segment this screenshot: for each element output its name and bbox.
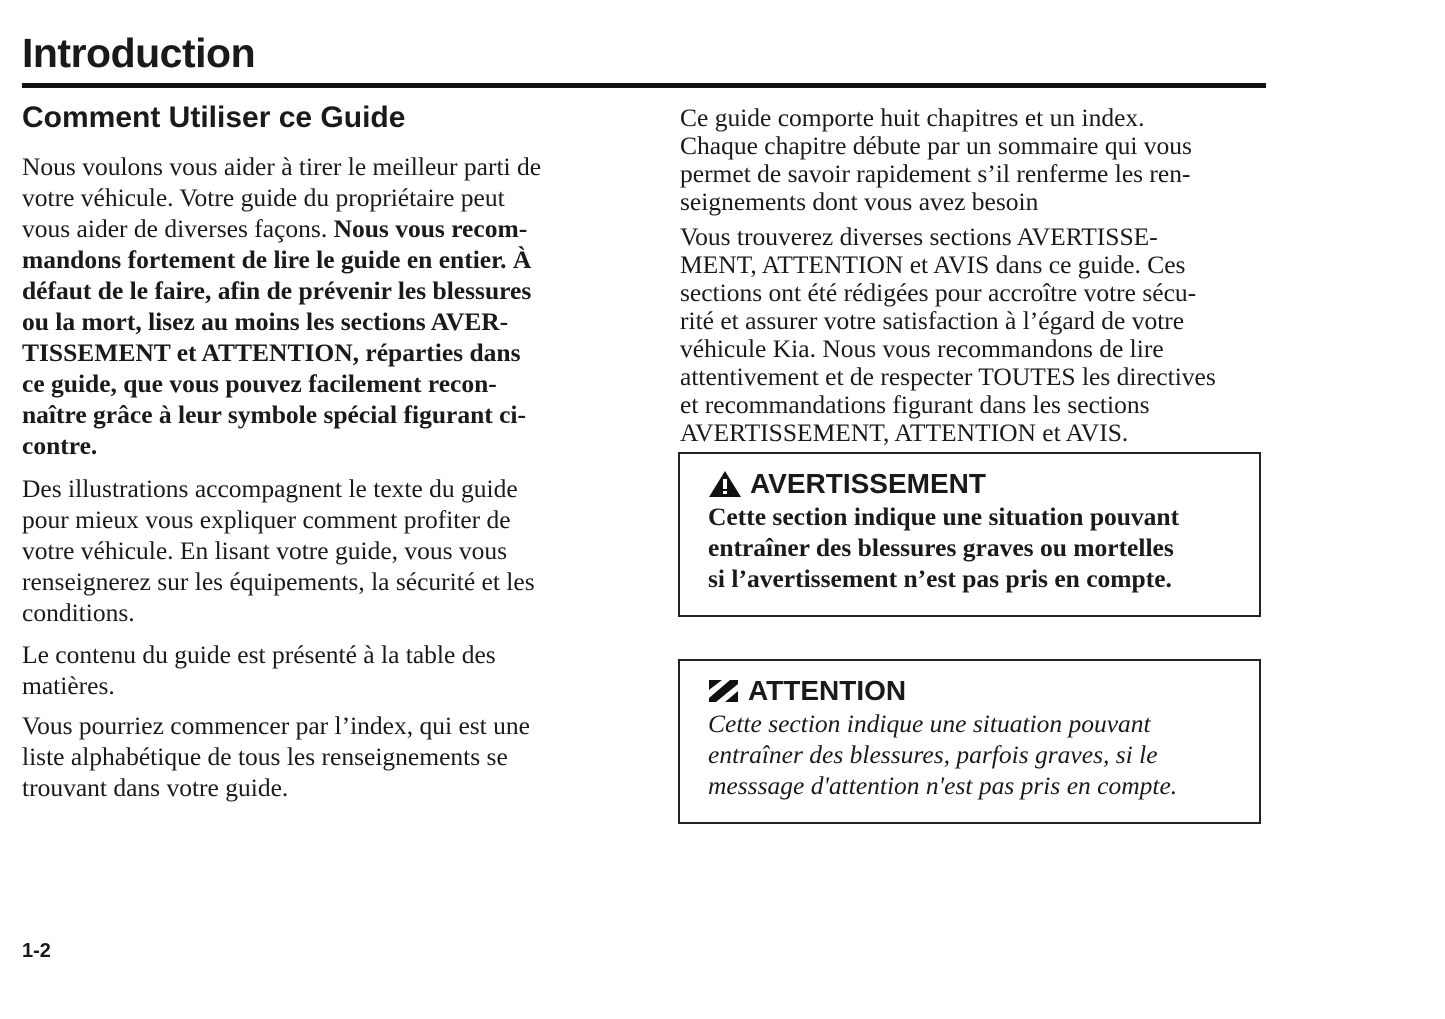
text-line — [22, 399, 541, 430]
bold-text: Nous vous recom- — [333, 214, 528, 243]
paragraph — [22, 710, 530, 803]
title-rule — [22, 83, 1266, 88]
text-line — [22, 337, 541, 368]
text-line: liste alphabétique de tous les renseignements se — [22, 742, 508, 771]
text-line: messsage d'attention n'est pas pris en compte. — [708, 771, 1178, 800]
text-line: Chaque chapitre débute par un sommaire qui vous — [680, 131, 1192, 160]
bold-text: contre. — [22, 431, 98, 460]
text-line: votre véhicule. En lisant votre guide, vous vous — [22, 536, 508, 565]
paragraph — [680, 223, 1216, 447]
text-line: pour mieux vous expliquer comment profiter de — [22, 505, 511, 534]
caution-box — [678, 659, 1261, 824]
text-line: et recommandations figurant dans les sections — [680, 390, 1150, 419]
text-line: MENT, ATTENTION et AVIS dans ce guide. Ces — [680, 250, 1186, 279]
warning-text — [708, 501, 1179, 594]
text-line: véhicule Kia. Nous vous recommandons de lire — [680, 334, 1164, 363]
text-line: trouvant dans votre guide. — [22, 773, 289, 802]
text-line: rité et assurer votre satisfaction à l’égard de votre — [680, 306, 1185, 335]
text-line: renseignerez sur les équipements, la sécurité et les — [22, 567, 535, 596]
warning-title: AVERTISSEMENT — [750, 468, 986, 499]
bold-text: défaut de le faire, afin de prévenir les blessures — [22, 276, 532, 305]
text-line: Nous voulons vous aider à tirer le meilleur parti de — [22, 152, 542, 181]
text-line — [22, 244, 541, 275]
text-line: Des illustrations accompagnent le texte du guide — [22, 474, 518, 503]
text-line: votre véhicule. Votre guide du propriétaire peut — [22, 183, 505, 212]
text-line: attentivement et de respecter TOUTES les directives — [680, 362, 1216, 391]
text-line — [22, 306, 541, 337]
text-line: Le contenu du guide est présenté à la table des — [22, 640, 496, 669]
page-title: Introduction — [22, 30, 256, 76]
warning-box — [678, 452, 1261, 617]
text: vous aider de diverses façons. — [22, 214, 334, 243]
text-line: entraîner des blessures graves ou mortelles — [708, 533, 1174, 562]
bold-text: ou la mort, lisez au moins les sections AVER- — [22, 307, 509, 336]
section-heading: Comment Utiliser ce Guide — [22, 101, 406, 134]
text-line: Vous pourriez commencer par l’index, qui est une — [22, 711, 530, 740]
text-line: Cette section indique une situation pouvant — [708, 709, 1151, 738]
caution-text — [708, 708, 1177, 801]
warning-triangle-icon — [708, 470, 742, 498]
paragraph — [680, 104, 1192, 216]
bold-text: ce guide, que vous pouvez facilement recon- — [22, 369, 497, 398]
text-line: conditions. — [22, 598, 135, 627]
paragraph — [22, 639, 496, 701]
bold-text: mandons fortement de lire le guide en entier. À — [22, 245, 532, 274]
caution-title: ATTENTION — [748, 675, 907, 706]
text-line — [22, 430, 541, 461]
bold-text: naître grâce à leur symbole spécial figurant ci- — [22, 400, 527, 429]
text-line: seignements dont vous avez besoin — [680, 187, 1039, 216]
text-line: permet de savoir rapidement s’il renferme les ren- — [680, 159, 1191, 188]
paragraph — [22, 151, 541, 461]
caution-slash-icon — [708, 678, 740, 704]
text-line: Vous trouverez diverses sections AVERTISSE- — [680, 222, 1158, 251]
text-line: Cette section indique une situation pouvant — [708, 502, 1180, 531]
text-line — [22, 368, 541, 399]
text-line — [22, 275, 541, 306]
text-line — [22, 213, 541, 244]
text-line: AVERTISSEMENT, ATTENTION et AVIS. — [680, 418, 1129, 447]
paragraph — [22, 473, 535, 628]
text-line: entraîner des blessures, parfois graves, si le — [708, 740, 1158, 769]
text-line: si l’avertissement n’est pas pris en compte. — [708, 564, 1172, 593]
text-line: sections ont été rédigées pour accroître votre sécu- — [680, 278, 1197, 307]
page-number: 1-2 — [22, 940, 51, 962]
bold-text: TISSEMENT et ATTENTION, réparties dans — [22, 338, 521, 367]
text-line: matières. — [22, 671, 115, 700]
text-line: Ce guide comporte huit chapitres et un index. — [680, 103, 1145, 132]
